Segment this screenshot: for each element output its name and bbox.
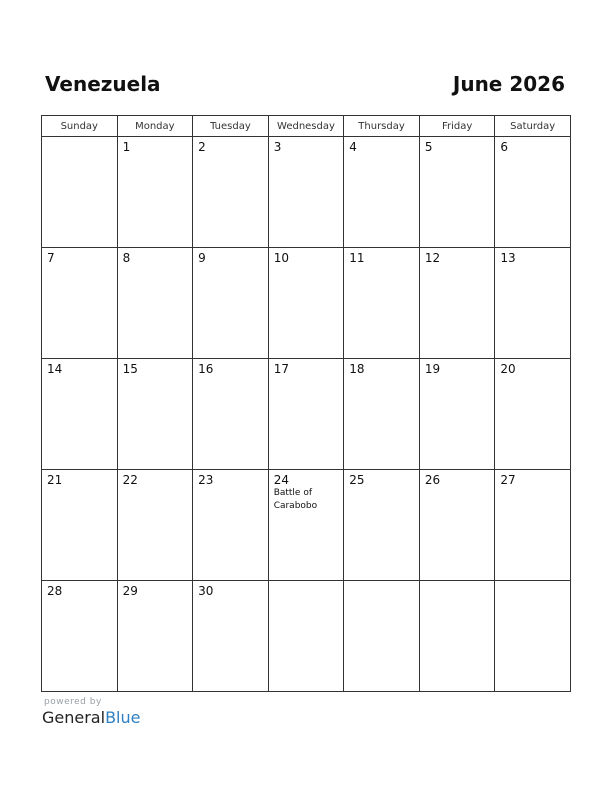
calendar-grid [41, 115, 571, 692]
day-cell [268, 581, 344, 692]
day-number: 20 [500, 362, 516, 376]
day-cell [268, 359, 344, 470]
day-number: 11 [349, 251, 365, 265]
day-number: 4 [349, 140, 357, 154]
day-cell [193, 359, 269, 470]
weekday-header-row [42, 116, 571, 137]
powered-by-label: powered by [44, 697, 102, 707]
day-number: 23 [198, 473, 214, 487]
day-cell [419, 581, 495, 692]
day-cell [193, 470, 269, 581]
week-row [42, 248, 571, 359]
weekday-tuesday: Tuesday [193, 116, 269, 137]
month-year-title: June 2026 [452, 72, 565, 96]
day-cell [193, 581, 269, 692]
day-number: 14 [47, 362, 63, 376]
day-number [344, 581, 419, 584]
day-number: 29 [122, 584, 138, 598]
day-cell [495, 359, 571, 470]
day-cell [117, 581, 193, 692]
day-cell [495, 470, 571, 581]
day-cell [42, 359, 118, 470]
day-number [269, 581, 344, 584]
day-number: 13 [500, 251, 516, 265]
day-cell [344, 248, 420, 359]
weekday-thursday: Thursday [344, 116, 420, 137]
day-number: 3 [273, 140, 282, 154]
day-number: 6 [500, 140, 509, 154]
brand-wordmark [42, 708, 140, 727]
day-number: 27 [500, 473, 516, 487]
day-cell [268, 137, 344, 248]
day-number: 22 [122, 473, 138, 487]
week-row [42, 581, 571, 692]
day-cell [117, 470, 193, 581]
weekday-monday: Monday [117, 116, 193, 137]
day-number: 10 [273, 251, 289, 265]
week-row [42, 470, 571, 581]
day-cell [117, 359, 193, 470]
day-number: 18 [349, 362, 365, 376]
day-cell [117, 137, 193, 248]
day-number: 1 [122, 140, 131, 154]
day-number: 17 [273, 362, 289, 376]
day-cell [495, 137, 571, 248]
day-number: 5 [424, 140, 433, 154]
day-number: 30 [198, 584, 214, 598]
brand-blue-text: Blue [105, 708, 141, 727]
day-number: 21 [47, 473, 63, 487]
day-cell [117, 248, 193, 359]
weekday-wednesday: Wednesday [268, 116, 344, 137]
day-cell [42, 581, 118, 692]
day-number: 9 [198, 251, 206, 265]
day-number: 19 [424, 362, 441, 376]
day-number: 2 [198, 140, 206, 154]
day-cell [419, 359, 495, 470]
weekday-sunday: Sunday [42, 116, 118, 137]
week-row [42, 137, 571, 248]
day-cell [42, 248, 118, 359]
day-cell [495, 581, 571, 692]
brand-logo[interactable] [42, 697, 140, 728]
day-number [420, 581, 495, 584]
day-cell [193, 137, 269, 248]
weekday-friday: Friday [419, 116, 495, 137]
day-number: 28 [47, 584, 63, 598]
brand-general-text: General [42, 708, 106, 727]
day-cell [268, 248, 344, 359]
day-number [42, 137, 117, 140]
day-number: 16 [198, 362, 214, 376]
day-cell [419, 137, 495, 248]
holiday-label: Battle of Carabobo [273, 488, 318, 511]
weekday-saturday: Saturday [495, 116, 571, 137]
day-cell [419, 470, 495, 581]
day-cell [344, 137, 420, 248]
day-cell [193, 248, 269, 359]
day-cell [344, 581, 420, 692]
day-number: 24 [273, 473, 289, 487]
day-number: 25 [349, 473, 365, 487]
day-cell [344, 470, 420, 581]
day-cell [495, 248, 571, 359]
day-number: 15 [122, 362, 138, 376]
day-number [495, 581, 570, 584]
day-cell [419, 248, 495, 359]
country-title: Venezuela [45, 72, 161, 96]
day-number: 7 [47, 251, 55, 265]
day-number: 12 [424, 251, 441, 265]
day-number: 8 [122, 251, 131, 265]
week-row [42, 359, 571, 470]
day-cell [42, 137, 118, 248]
day-number: 26 [424, 473, 441, 487]
day-cell [344, 359, 420, 470]
day-cell [42, 470, 118, 581]
day-cell-holiday [268, 470, 344, 581]
